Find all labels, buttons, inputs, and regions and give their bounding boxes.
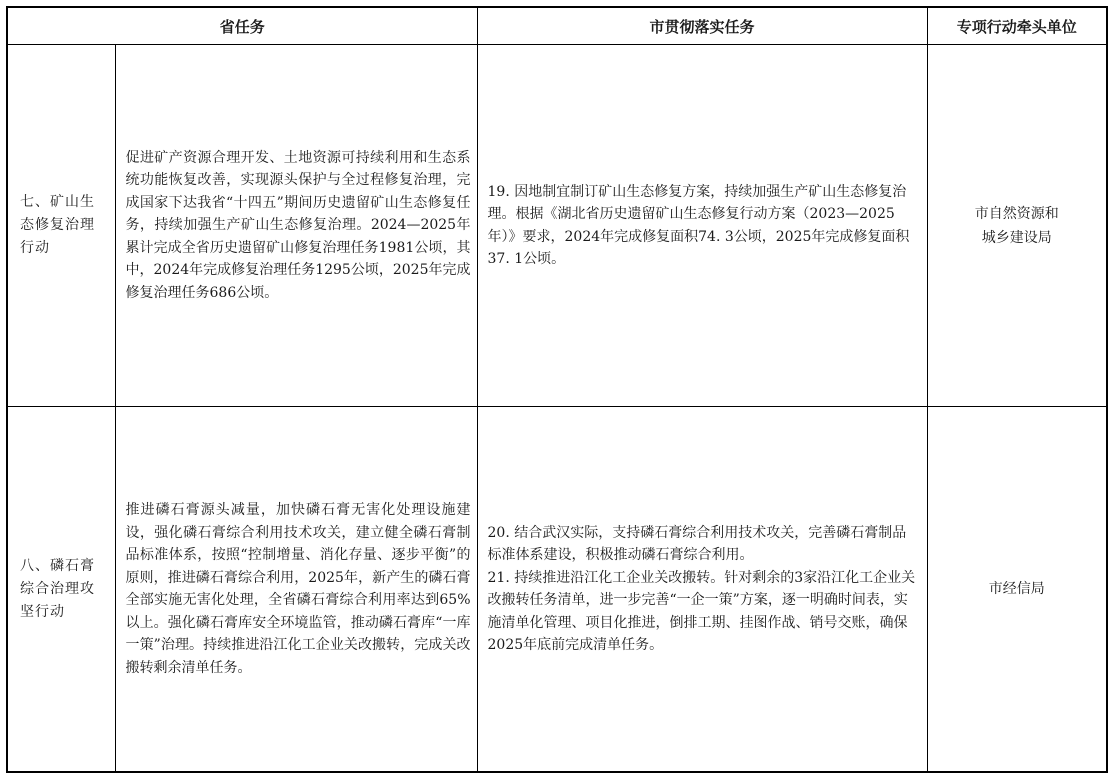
city-task-cell: [477, 407, 927, 772]
table-row: [7, 45, 1107, 407]
header-provincial-task: 省任务: [7, 7, 477, 45]
task-table: [6, 6, 1108, 773]
lead-unit-line: 市自然资源和: [974, 205, 1059, 222]
city-task-item: 21. 持续推进沿江化工企业关改搬转。针对剩余的3家沿江化工企业关改搬转任务清单，进一步完善“一企一策”方案，逐一明确时间表，实施清单化管理、项目化推进，倒排工期、挂图作战、销号交账，确保2025年底前完成清单任务。: [487, 569, 916, 654]
city-task-item: 19. 因地制宜制订矿山生态修复方案，持续加强生产矿山生态修复治理。根据《湖北省历史遗留矿山生态修复行动方案（2023—2025年）》要求，2024年完成修复面积74. 3公顷，2025年完成修复面积37. 1公顷。: [487, 183, 910, 268]
action-name: 八、磷石膏综合治理攻坚行动: [7, 407, 115, 772]
action-name: 七、矿山生态修复治理行动: [7, 45, 115, 407]
lead-unit-line: 城乡建设局: [981, 229, 1052, 246]
lead-unit-cell: [927, 407, 1107, 772]
city-task-cell: [477, 45, 927, 407]
header-lead-unit: 专项行动牵头单位: [927, 7, 1107, 45]
provincial-task-text: 促进矿产资源合理开发、土地资源可持续利用和生态系统功能恢复改善，实现源头保护与全过程修复治理，完成国家下达我省“十四五”期间历史遗留矿山生态修复任务，持续加强生产矿山生态修复治理。2024—2025年累计完成全省历史遗留矿山修复治理任务1981公顷，其中，2024年完成修复治理任务1295公顷，2025年完成修复治理任务686公顷。: [115, 45, 477, 407]
header-city-implementation: 市贯彻落实任务: [477, 7, 927, 45]
provincial-task-text: 推进磷石膏源头减量，加快磷石膏无害化处理设施建设，强化磷石膏综合利用技术攻关，建立健全磷石膏制品标准体系，按照“控制增量、消化存量、逐步平衡”的原则，推进磷石膏综合利用，2025年，新产生的磷石膏全部实施无害化处理，全省磷石膏综合利用率达到65%以上。强化磷石膏库安全环境监管，推动磷石膏库“一库一策”治理。持续推进沿江化工企业关改搬转，完成关改搬转剩余清单任务。: [115, 407, 477, 772]
header-row: [7, 7, 1107, 45]
lead-unit-line: 市经信局: [988, 581, 1045, 598]
table-row: [7, 407, 1107, 772]
city-task-item: 20. 结合武汉实际，支持磷石膏综合利用技术攻关，完善磷石膏制品标准体系建设，积极推动磷石膏综合利用。: [487, 524, 907, 564]
lead-unit-cell: [927, 45, 1107, 407]
